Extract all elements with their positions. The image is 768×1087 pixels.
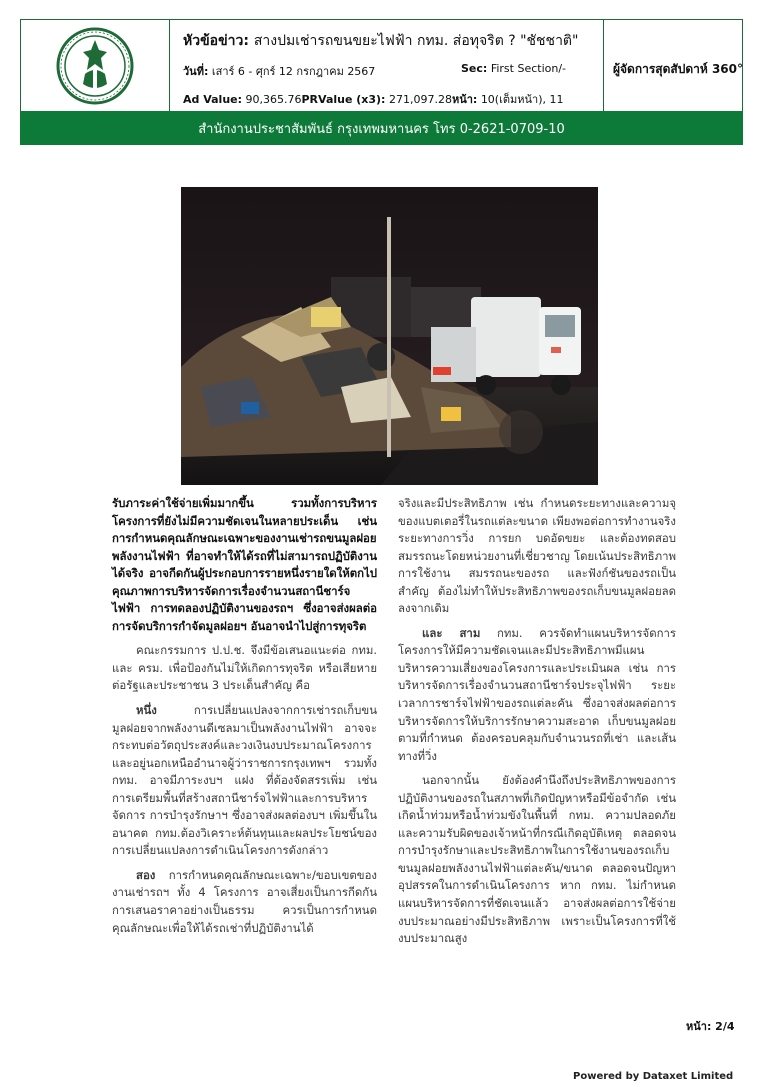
section-label: Sec:	[461, 62, 488, 75]
page-number: หน้า: 2/4	[686, 1020, 735, 1033]
point-three-lead: และ สาม	[422, 625, 481, 640]
powered-by: Powered by Dataxet Limited	[573, 1071, 734, 1082]
pr-value-label: PRValue (x3):	[301, 93, 386, 106]
headline-label: หัวข้อข่าว:	[183, 33, 249, 49]
date-value: เสาร์ 6 - ศุกร์ 12 กรกฎาคม 2567	[211, 65, 376, 78]
logo-cell	[21, 20, 170, 112]
publication-cell	[603, 20, 743, 112]
article-intro: รับภาระค่าใช้จ่ายเพิ่มมากขึ้น รวมทั้งการบริหารโครงการที่ยังไม่มีความชัดเจนในหลายประเด็น เช่น การกำหนดคุณลักษณะเฉพาะของงานเช่ารถขนมูลฝอยพลังงานไฟฟ้า ที่อาจทำให้ได้รถที่ไม่สามารถปฏิบัติงานได้จริง อาจกีดกันผู้ประกอบการรายหนึ่งรายใดให้ตกไป คุณภาพการบริหารจัดการเรื่องจำนวนสถานีชาร์จไฟฟ้า การทดลองปฏิบัติงานของรถฯ ซึ่งอาจส่งผลต่อการจัดบริการกำจัดมูลฝอยฯ อันอาจนำไปสู่การทุจริต	[112, 496, 377, 633]
bangkok-seal-logo	[55, 26, 135, 106]
clipping-header	[20, 19, 743, 145]
header-info	[183, 20, 603, 112]
page-value: 10(เต็มหน้า), 11	[480, 93, 564, 106]
article-paragraph: จริงและมีประสิทธิภาพ เช่น กำหนดระยะทางและความจุของแบตเตอรี่ในรถแต่ละขนาด เพียงพอต่อการทำงานจริง ระยะทางการวิ่ง การยก บดอัดขยะ และต้องทดสอบสมรรถนะโดยหน่วยงานที่เชี่ยวชาญ โดยเน้นประสิทธิภาพการใช้งาน สมรรถนะของรถ และฟังก์ชันของรถเป็นสำคัญ ต้องไม่ทำให้ประสิทธิภาพของรถเก็บขนมูลฝอยลดลงจากเดิม	[398, 496, 676, 616]
ad-value-label: Ad Value:	[183, 93, 243, 106]
article-paragraph	[112, 702, 377, 860]
office-bar	[20, 111, 743, 145]
pr-value: 271,097.28	[388, 93, 452, 106]
page-label: หน้า:	[451, 93, 478, 106]
article-paragraph	[112, 867, 377, 937]
garbage-truck-photo	[181, 187, 598, 485]
article-column-left	[112, 495, 377, 937]
article-paragraph: คณะกรรมการ ป.ป.ช. จึงมีข้อเสนอแนะต่อ กทม. และ ครม. เพื่อป้องกันไม่ให้เกิดการทุจริต หรือเสียหายต่อรัฐและประชาชน 3 ประเด็นสำคัญ คือ	[112, 643, 377, 693]
news-photo	[181, 187, 598, 485]
headline-text: สางปมเช่ารถขนขยะไฟฟ้า กทม. ส่อทุจริต ? "ชัชชาติ"	[253, 33, 579, 49]
value-line	[183, 90, 563, 108]
ad-value: 90,365.76	[245, 93, 302, 106]
point-one-text: การเปลี่ยนแปลงจากการเช่ารถเก็บขนมูลฝอยจากพลังงานดีเซลมาเป็นพลังงานไฟฟ้า อาจจะกระทบต่อวัตถุประสงค์และวงเงินงบประมาณโครงการ และอยู่นอกเหนืออำนาจผู้ว่าราชการกรุงเทพฯ รวมทั้ง กทม. อาจมีภาระงบฯ แฝง ที่ต้องจัดสรรเพิ่ม เช่น การเตรียมพื้นที่สร้างสถานีชาร์จไฟฟ้าและการบริหารจัดการ การบำรุงรักษาฯ ซึ่งอาจส่งผลต่องบฯ เพิ่มขึ้นในอนาคต กทม.ต้องวิเคราะห์ต้นทุนและผลประโยชน์ของการเปลี่ยนแปลงการดำเนินโครงการดังกล่าว	[112, 703, 377, 858]
article-paragraph: นอกจากนั้น ยังต้องคำนึงถึงประสิทธิภาพของการปฏิบัติงานของรถในสภาพที่เกิดปัญหาหรือมีข้อจำกัด เช่น เกิดน้ำท่วมหรือน้ำท่วมขังในพื้นที่ กทม. ความปลอดภัยและความรับผิดของเจ้าหน้าที่กรณีเกิดอุบัติเหตุ ตลอดจนการบำรุงรักษาและประสิทธิภาพในการใช้งานของรถเก็บขนมูลฝอยพลังงานไฟฟ้าแต่ละคัน/ขนาด ตลอดจนปัญหาอุปสรรคในการดำเนินโครงการ หาก กทม. ไม่กำหนดแผนบริหารจัดการที่ชัดเจนแล้ว อาจส่งผลต่อการใช้จ่ายงบประมาณอย่างมีประสิทธิภาพ เพราะเป็นโครงการที่ใช้งบประมาณสูง	[398, 773, 676, 946]
date-line	[183, 62, 375, 80]
point-two-text: การกำหนดคุณลักษณะเฉพาะ/ขอบเขตของงานเช่ารถฯ ทั้ง 4 โครงการ อาจเสี่ยงเป็นการกีดกันการเสนอราคาอย่างเป็นธรรม ควรเป็นการกำหนดคุณลักษณะเพื่อให้ได้รถเช่าที่ปฏิบัติงานได้	[112, 867, 377, 935]
office-contact: สำนักงานประชาสัมพันธ์ กรุงเทพมหานคร โทร 0-2621-0709-10	[198, 121, 565, 137]
headline-line	[183, 30, 578, 52]
date-label: วันที่:	[183, 65, 209, 78]
point-two-lead: สอง	[136, 867, 156, 882]
point-three-text: กทม. ควรจัดทำแผนบริหารจัดการโครงการให้มีความชัดเจนและมีประสิทธิภาพมีแผนบริหารความเสี่ยงของโครงการและประเมินผล เช่น การบริหารจัดการเรื่องจำนวนสถานีชาร์จประจุไฟฟ้า ระยะเวลาการชาร์จไฟฟ้าของรถแต่ละคัน ซึ่งอาจส่งผลต่อการบริหารจัดการให้บริการรักษาความสะอาด เก็บขนมูลฝอยตามที่กำหนด ต้องครอบคลุมกับจำนวนรถที่เช่า และเส้นทางที่วิ่ง	[398, 625, 676, 763]
article-paragraph	[398, 625, 676, 765]
section-line	[461, 62, 566, 75]
point-one-lead: หนึ่ง	[136, 703, 157, 718]
section-value: First Section/-	[490, 62, 567, 75]
article-column-right	[398, 495, 676, 948]
publication-name: ผู้จัดการสุดสัปดาห์ 360°	[612, 62, 743, 76]
header-box	[20, 19, 743, 113]
